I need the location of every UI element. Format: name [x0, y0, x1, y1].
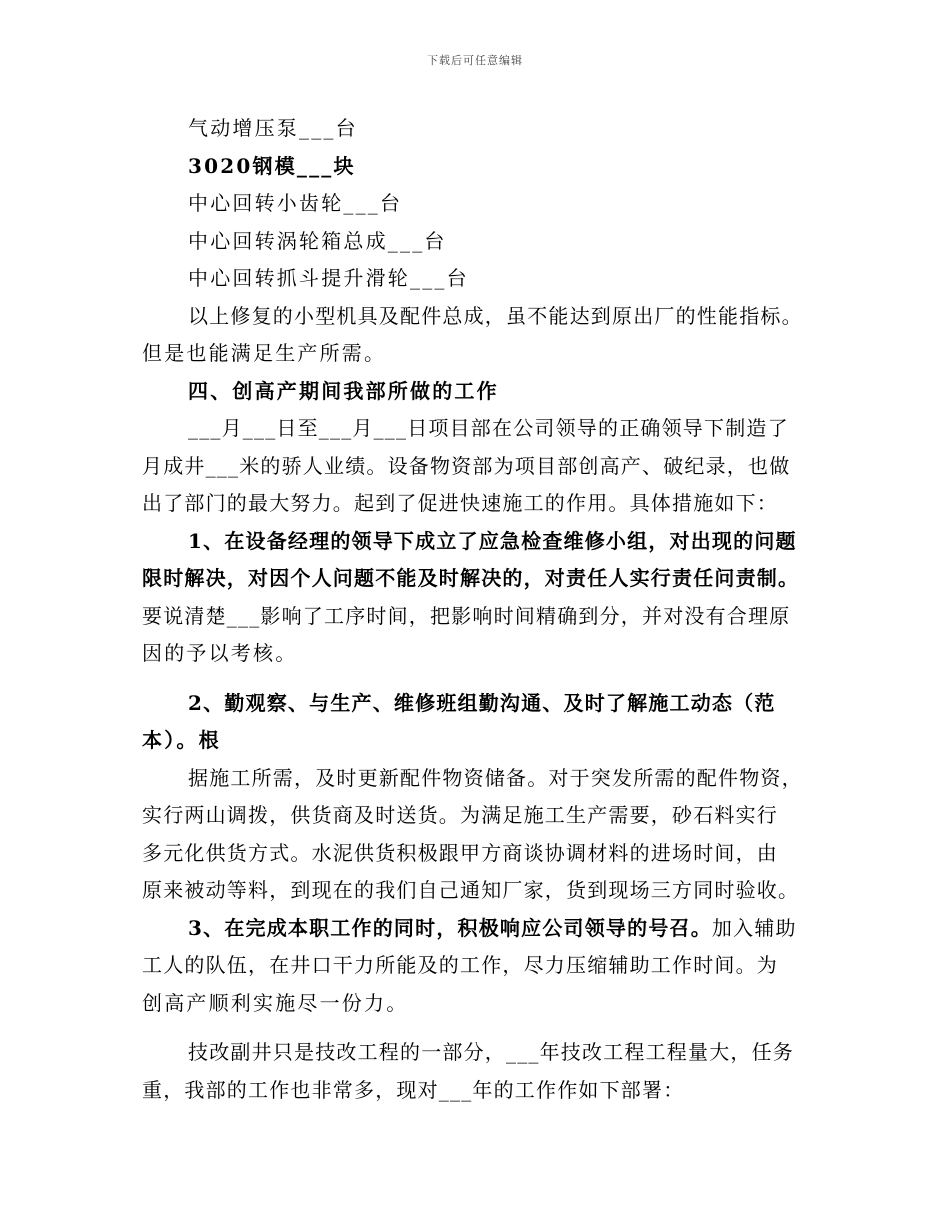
bold-lead: 3、在完成本职工作的同时，积极响应公司领导的号召。: [188, 915, 712, 940]
text-line: 工人的队伍，在井口干力所能及的工作，尽力压缩辅助工作时间。为: [142, 953, 778, 977]
text-line: 本）。根: [142, 728, 221, 752]
page-header: 下载后可任意编辑: [427, 54, 523, 67]
text-line: ___月___日至___月___日项目部在公司领导的正确领导下制造了: [188, 416, 789, 440]
text-line: 因的予以考核。: [142, 641, 298, 665]
text-span: 加入辅助: [711, 915, 797, 940]
text-line: 原来被动等料，到现在的我们自己通知厂家，货到现场三方同时验收。: [142, 878, 800, 902]
text-line: 限时解决，对因个人问题不能及时解决的，对责任人实行责任问责制。: [142, 566, 800, 590]
text-line: 气动增压泵___台: [188, 116, 358, 140]
text-line: 技改副井只是技改工程的一部分，___年技改工程工程量大，任务: [188, 1040, 794, 1064]
text-line: 创高产顺利实施尽一份力。: [142, 990, 409, 1015]
text-line: 中心回转抓斗提升滑轮___台: [188, 266, 469, 290]
text-line: 以上修复的小型机具及配件总成，虽不能达到原出厂的性能指标。: [188, 303, 803, 328]
text-line: 多元化供货方式。水泥供货积极跟甲方商谈协调材料的进场时间，由: [142, 840, 778, 865]
text-line: 出了部门的最大努力。起到了促进快速施工的作用。具体措施如下：: [142, 491, 778, 515]
section-heading: 四、创高产期间我部所做的工作: [188, 378, 499, 403]
text-line: 但是也能满足生产所需。: [142, 341, 387, 365]
text-line: 中心回转小齿轮___台: [188, 191, 403, 215]
text-line: 实行两山调拨，供货商及时送货。为满足施工生产需要，砂石料实行: [142, 803, 778, 827]
text-line: 1、在设备经理的领导下成立了应急检查维修小组，对出现的问题: [188, 528, 797, 553]
text-line: 重，我部的工作也非常多，现对___年的工作作如下部署：: [142, 1077, 685, 1102]
text-line: [142, 910, 822, 948]
text-line: 2、勤观察、与生产、维修班组勤沟通、及时了解施工动态（范: [188, 690, 776, 715]
text-line: 月成井___米的骄人业绩。设备物资部为项目部创高产、破纪录，也做: [142, 453, 791, 478]
text-line: 据施工所需，及时更新配件物资储备。对于突发所需的配件物资，: [188, 765, 803, 790]
text-line: 要说清楚___影响了工序时间，把影响时间精确到分，并对没有合理原: [142, 603, 791, 628]
text-line: 3020钢模___块: [188, 153, 356, 178]
text-line: 中心回转涡轮箱总成___台: [188, 228, 447, 253]
document-body: [142, 110, 822, 1109]
